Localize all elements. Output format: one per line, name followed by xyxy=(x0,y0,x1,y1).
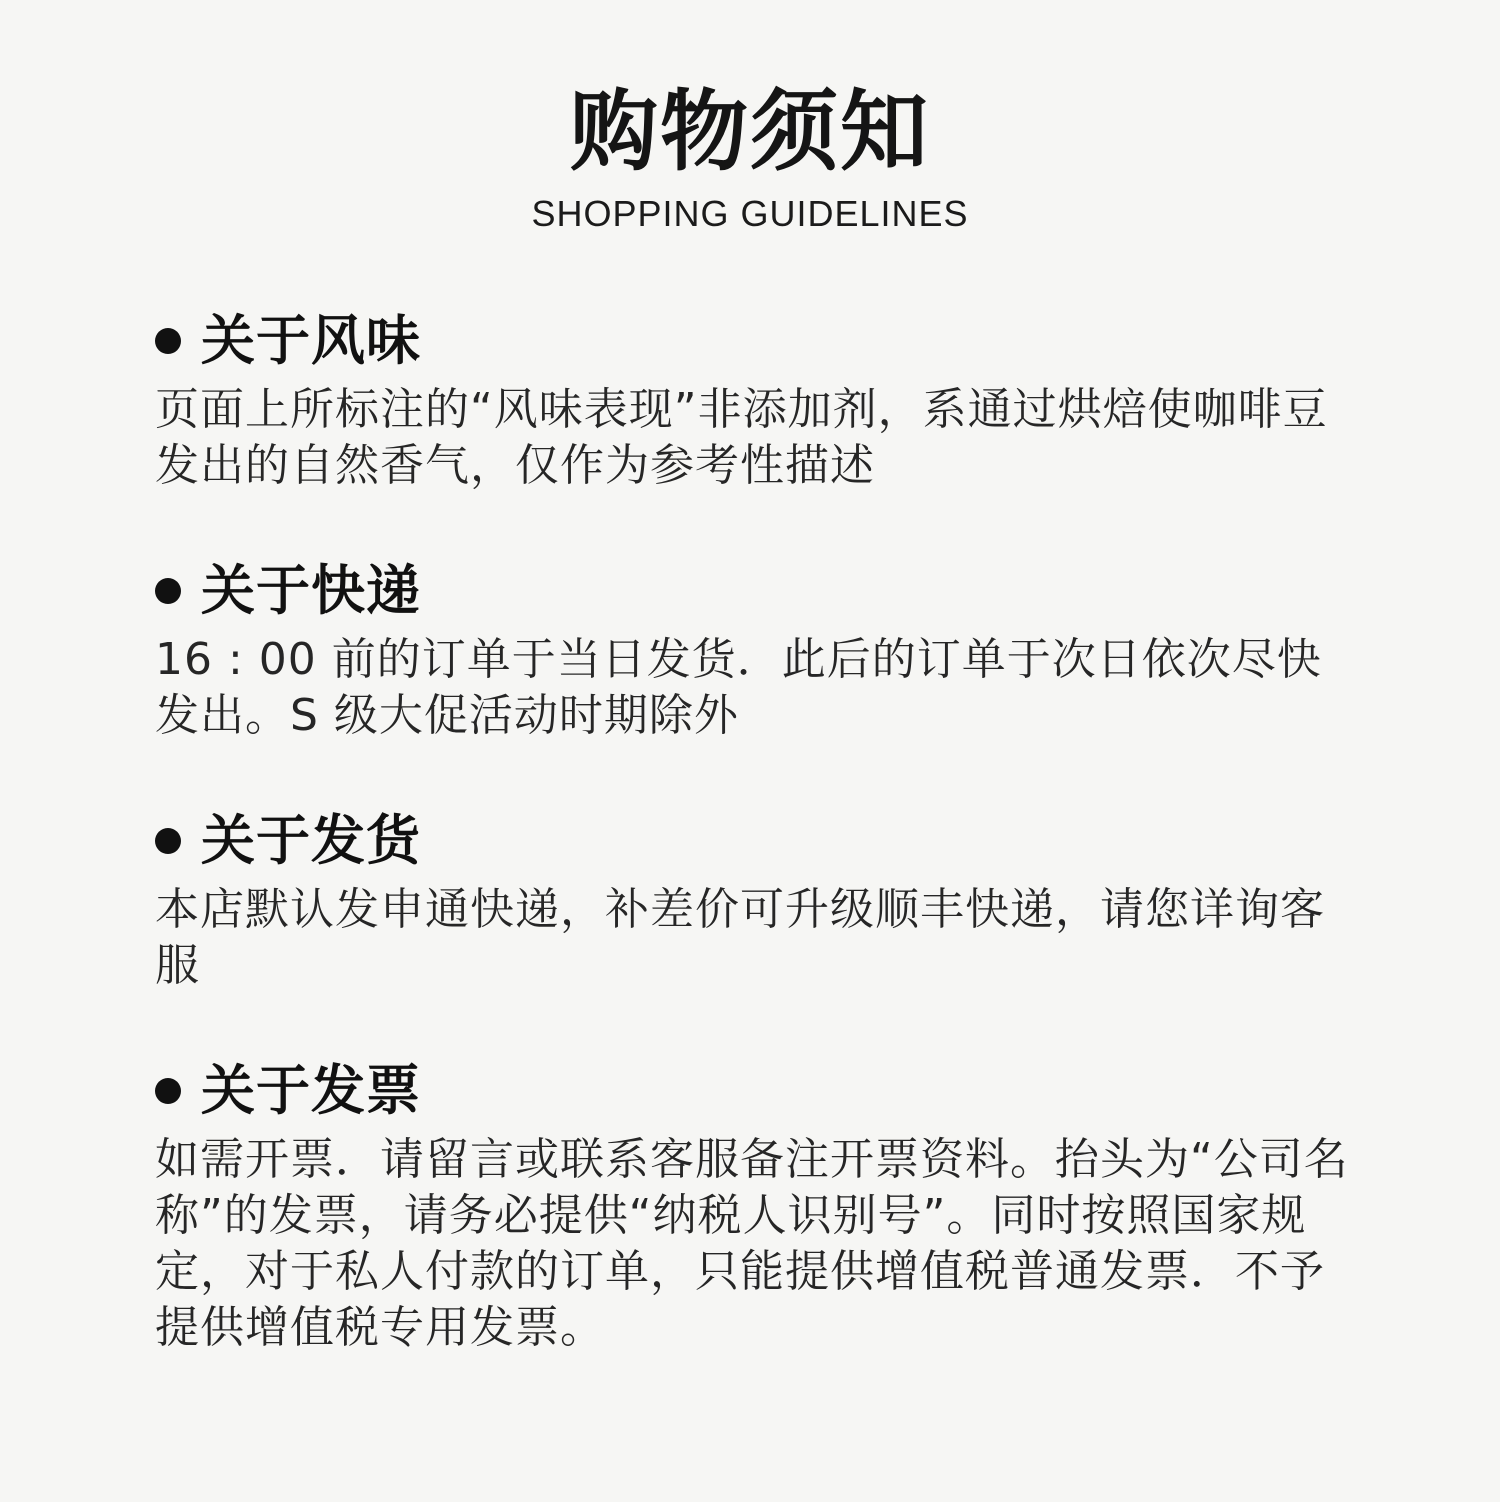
page-subtitle: SHOPPING GUIDELINES xyxy=(531,193,969,234)
section-express xyxy=(155,556,1355,744)
section-heading xyxy=(155,806,1355,876)
section-shipping xyxy=(155,806,1355,994)
section-text: 页面上所标注的“风味表现”非添加剂，系通过烘焙使咖啡豆发出的自然香气，仅作为参考性描述 xyxy=(155,384,1328,491)
section-flavor xyxy=(155,306,1355,494)
section-title: 关于发货 xyxy=(201,809,421,872)
section-heading xyxy=(155,1056,1355,1126)
bullet-icon xyxy=(155,578,181,604)
section-heading xyxy=(155,306,1355,376)
section-invoice xyxy=(155,1056,1355,1356)
section-title: 关于发票 xyxy=(201,1059,421,1122)
section-title: 关于快递 xyxy=(201,559,421,622)
bullet-icon xyxy=(155,828,181,854)
bullet-icon xyxy=(155,328,181,354)
page-header xyxy=(0,80,1500,236)
section-text: 如需开票．请留言或联系客服备注开票资料。抬头为“公司名称”的发票，请务必提供“纳税人识别号”。同时按照国家规定，对于私人付款的订单，只能提供增值税普通发票．不予提供增值税专用发票。 xyxy=(155,1134,1349,1353)
section-text: 16 : 00 前的订单于当日发货．此后的订单于次日依次尽快发出。S 级大促活动时期除外 xyxy=(155,634,1322,741)
section-title: 关于风味 xyxy=(201,309,421,372)
page-title: 购物须知 xyxy=(569,80,930,183)
section-text: 本店默认发申通快递，补差价可升级顺丰快递，请您详询客服 xyxy=(155,884,1325,991)
section-heading xyxy=(155,556,1355,626)
bullet-icon xyxy=(155,1078,181,1104)
